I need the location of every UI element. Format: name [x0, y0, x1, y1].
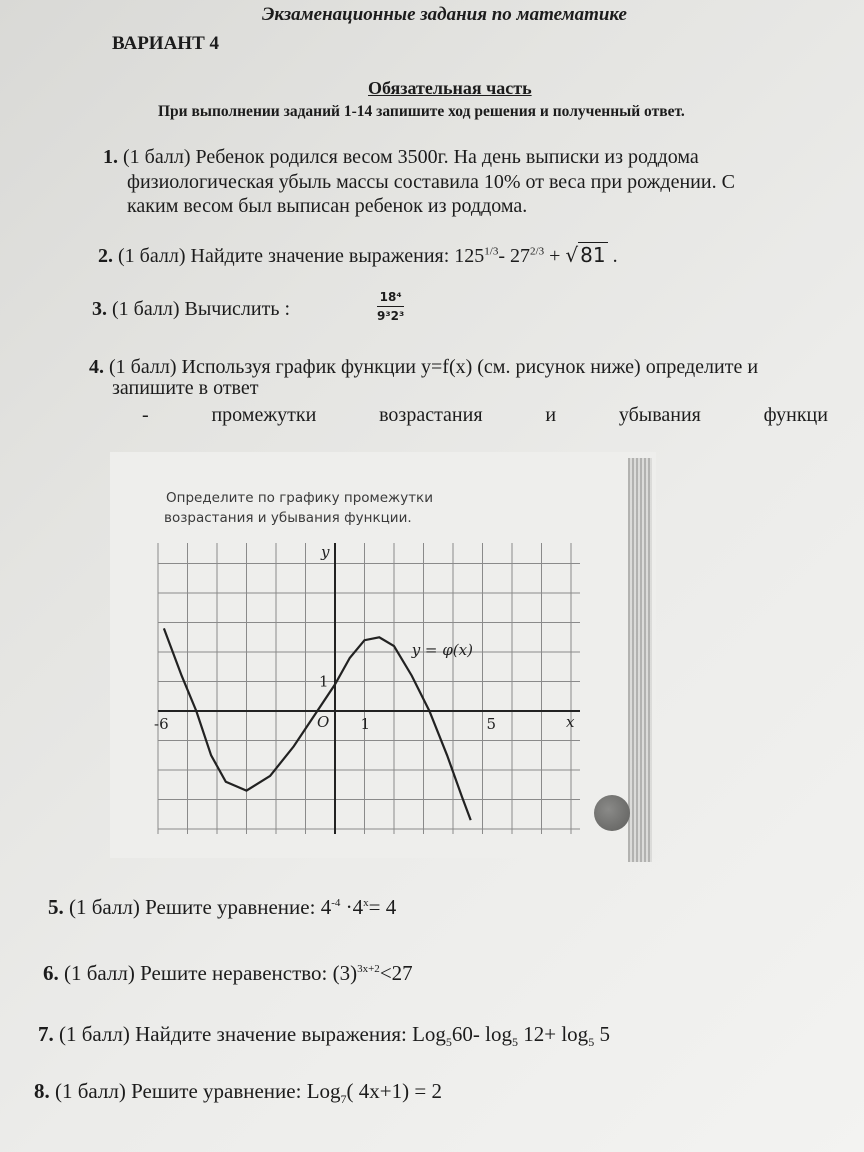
exponent: 2/3	[530, 245, 545, 258]
task-1-line-2: физиологическая убыль массы составила 10% от веса при рождении. С	[127, 171, 735, 193]
task-6-text: (1 балл) Решите неравенство: (3)	[64, 961, 358, 985]
bullet-word: промежутки	[211, 404, 317, 426]
figure-caption-line-1: Определите по графику промежутки	[166, 490, 433, 506]
task-5-mid: ·4	[340, 895, 364, 919]
bullet-word: и	[545, 404, 557, 426]
x-axis-label: x	[566, 713, 575, 731]
curve-label: y = φ(x)	[411, 640, 473, 659]
task-6-end: <27	[379, 961, 413, 985]
task-7-c: 5	[594, 1022, 610, 1046]
sqrt-sign: √	[565, 243, 579, 267]
task-1-line-3: каким весом был выписан ребенок из роддома.	[127, 195, 528, 217]
log-base: 5	[512, 1035, 518, 1050]
radicand: 81	[580, 243, 606, 267]
task-2-end: .	[607, 245, 618, 267]
exponent: -4	[331, 897, 341, 909]
task-1	[103, 146, 699, 169]
task-8	[34, 1079, 442, 1107]
bullet-word: возрастания	[379, 404, 483, 426]
function-graph-figure	[110, 452, 656, 858]
task-number: 2.	[98, 245, 113, 267]
log-base: 5	[588, 1035, 595, 1050]
task-2-plus: +	[544, 245, 566, 267]
task-4-line-2: запишите в ответ	[112, 377, 259, 399]
tick-label-x-1: 1	[360, 715, 371, 733]
punch-hole	[594, 795, 630, 831]
task-8-text: (1 балл) Решите уравнение: Log	[55, 1079, 341, 1103]
task-6	[43, 961, 413, 986]
exponent: 3x+2	[357, 963, 380, 975]
task-4-line-1: (1 балл) Используя график функции y=f(x) (см. рисунок ниже) определите и	[109, 356, 759, 378]
task-2	[98, 243, 618, 268]
section-title: Обязательная часть	[368, 78, 532, 98]
origin-label: O	[317, 713, 330, 731]
task-5-text: (1 балл) Решите уравнение: 4	[69, 895, 332, 919]
tick-label-x-5: 5	[486, 715, 497, 733]
fraction-denominator: 9³2³	[377, 309, 405, 323]
task-7-text: (1 балл) Найдите значение выражения: Log	[59, 1022, 446, 1046]
task-7-a: 60- log	[451, 1022, 512, 1046]
tick-label-y-1: 1	[319, 672, 329, 691]
sqrt-expression	[565, 242, 607, 267]
task-number: 6.	[43, 961, 59, 985]
task-8-end: ( 4x+1) = 2	[346, 1079, 442, 1103]
task-2-mid: - 27	[498, 245, 531, 267]
grid	[158, 543, 580, 834]
variant-title: ВАРИАНТ 4	[112, 33, 220, 54]
fraction-numerator: 18⁴	[377, 290, 404, 307]
task-number: 7.	[38, 1022, 54, 1046]
task-number: 4.	[89, 356, 104, 378]
binder-strip	[628, 458, 652, 862]
exam-header: Экзаменационные задания по математике	[262, 4, 627, 25]
figure-caption-line-2: возрастания и убывания функции.	[164, 510, 412, 526]
task-1-line-1: (1 балл) Ребенок родился весом 3500г. На день выписки из роддома	[123, 146, 699, 168]
task-number: 3.	[92, 298, 107, 320]
y-axis-label: y	[321, 543, 330, 561]
task-3	[92, 298, 290, 321]
fraction	[377, 290, 404, 323]
task-5	[48, 895, 396, 920]
exponent: x	[363, 897, 369, 909]
task-number: 5.	[48, 895, 64, 919]
task-5-end: = 4	[368, 895, 397, 919]
log-base: 7	[340, 1092, 347, 1107]
task-number: 1.	[103, 146, 118, 168]
log-base: 5	[445, 1035, 452, 1050]
task-7	[38, 1022, 610, 1050]
task-2-text: (1 балл) Найдите значение выражения: 125	[118, 245, 485, 267]
bullet-word: функци	[763, 404, 828, 426]
task-7-b: 12+ log	[518, 1022, 589, 1046]
task-4	[89, 356, 758, 379]
bullet-word: убывания	[618, 404, 701, 426]
task-number: 8.	[34, 1079, 50, 1103]
section-instruction: При выполнении заданий 1-14 запишите ход решения и полученный ответ.	[158, 103, 685, 120]
task-3-text: (1 балл) Вычислить :	[112, 298, 291, 320]
function-graph	[110, 452, 656, 858]
exponent: 1/3	[484, 245, 499, 258]
tick-label-x-neg6: -6	[154, 715, 169, 733]
task-4-bullet	[142, 404, 828, 427]
bullet-dash: -	[142, 404, 149, 426]
